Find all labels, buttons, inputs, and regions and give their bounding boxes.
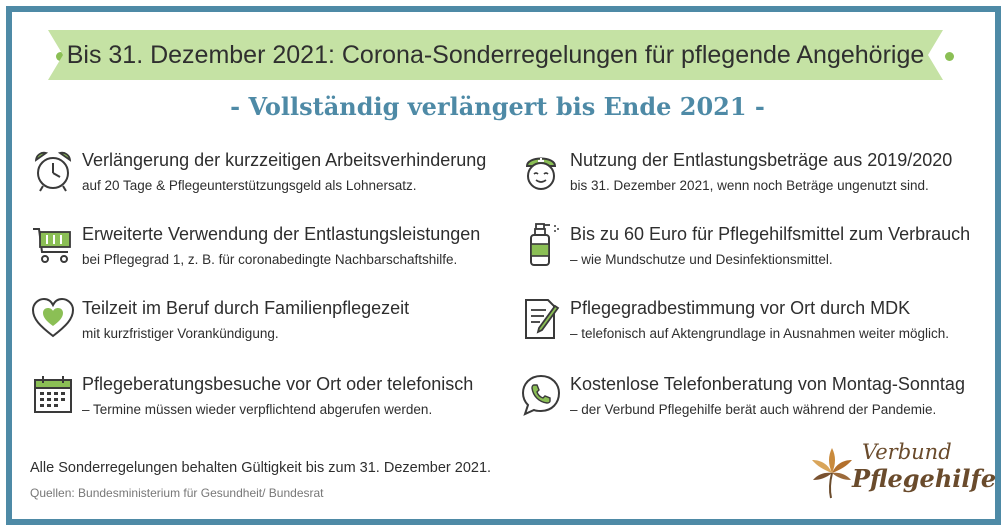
nurse-icon xyxy=(518,148,564,194)
item-text: bei Pflegegrad 1, z. B. für coronabedingte Nachbarschaftshilfe. xyxy=(82,252,458,267)
heart-icon xyxy=(30,296,76,342)
item-pflegehilfsmittel xyxy=(518,222,988,274)
item-text: auf 20 Tage & Pflegeunterstützungsgeld als Lohnersatz. xyxy=(82,178,417,193)
item-text: – telefonisch auf Aktengrundlage in Ausnahmen weiter möglich. xyxy=(570,326,949,341)
validity-note: Alle Sonderregelungen behalten Gültigkeit bis zum 31. Dezember 2021. xyxy=(30,460,492,476)
item-title: Bis zu 60 Euro für Pflegehilfsmittel zum Verbrauch xyxy=(570,224,971,244)
leaves-logo-icon xyxy=(810,446,854,500)
item-title: Nutzung der Entlastungsbeträge aus 2019/2020 xyxy=(570,150,953,170)
item-title: Pflegegradbestimmung vor Ort durch MDK xyxy=(570,298,911,318)
item-entlastungsbetraege xyxy=(518,148,988,200)
alarm-clock-icon xyxy=(30,148,76,194)
shopping-cart-icon xyxy=(30,222,76,268)
item-familienpflegezeit xyxy=(30,296,500,348)
item-title: Teilzeit im Beruf durch Familienpflegezeit xyxy=(82,298,410,318)
item-text: bis 31. Dezember 2021, wenn noch Beträge ungenutzt sind. xyxy=(570,178,929,193)
logo-line-1: Verbund xyxy=(862,440,952,464)
document-pen-icon xyxy=(518,296,564,342)
source-note: Quellen: Bundesministerium für Gesundheit/ Bundesrat xyxy=(30,486,324,500)
phone-chat-icon xyxy=(518,372,564,418)
item-title: Kostenlose Telefonberatung von Montag-Sonntag xyxy=(570,374,965,394)
item-title: Erweiterte Verwendung der Entlastungsleistungen xyxy=(82,224,481,244)
page-subtitle: - Vollständig verlängert bis Ende 2021 - xyxy=(230,92,765,121)
item-pflegegradbestimmung xyxy=(518,296,988,348)
item-telefonberatung xyxy=(518,372,988,424)
item-title: Pflegeberatungsbesuche vor Ort oder telefonisch xyxy=(82,374,474,394)
logo-line-2: Pflegehilfe xyxy=(852,464,997,493)
spray-bottle-icon xyxy=(518,222,564,268)
calendar-icon xyxy=(30,372,76,418)
page-title: Bis 31. Dezember 2021: Corona-Sonderregelungen für pflegende Angehörige xyxy=(66,41,925,69)
item-text: – der Verbund Pflegehilfe berät auch während der Pandemie. xyxy=(570,402,937,417)
item-arbeitsverhinderung xyxy=(30,148,500,200)
item-pflegeberatungsbesuche xyxy=(30,372,500,424)
item-text: – wie Mundschutze und Desinfektionsmittel. xyxy=(570,252,833,267)
title-banner xyxy=(48,30,943,80)
item-title: Verlängerung der kurzzeitigen Arbeitsverhinderung xyxy=(82,150,487,170)
banner-dot-right xyxy=(945,52,954,61)
item-entlastungsleistungen xyxy=(30,222,500,274)
item-text: – Termine müssen wieder verpflichtend abgerufen werden. xyxy=(82,402,433,417)
verbund-pflegehilfe-logo xyxy=(808,440,997,500)
item-text: mit kurzfristiger Vorankündigung. xyxy=(82,326,279,341)
